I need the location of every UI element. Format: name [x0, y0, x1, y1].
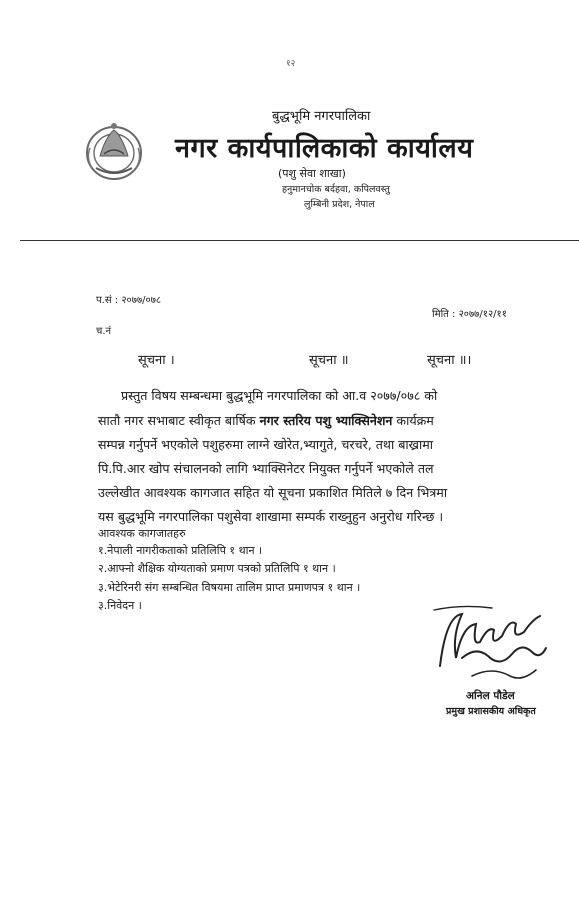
- body-text: कार्यक्रम: [392, 413, 434, 428]
- office-title: नगर कार्यपालिकाको कार्यालय: [175, 133, 474, 164]
- program-name: नगर स्तरिय पशु भ्याक्सिनेशन: [259, 413, 393, 428]
- document-item: ३.भेटेरिनरी संग सम्बन्धित विषयमा तालिम प्राप्त प्रमाणपत्र १ थान ।: [98, 581, 361, 594]
- body-line: पि.पि.आर खोप संचालनको लागि भ्याक्सिनेटर नियुक्त गर्नुपर्ने भएकोले तल: [98, 461, 434, 476]
- dispatch-number: च.नं: [96, 326, 112, 337]
- nepal-emblem-icon: [82, 118, 146, 184]
- notice-heading: सूचना ।: [138, 353, 175, 368]
- header-divider: [20, 240, 579, 241]
- municipality-name: बुद्धभूमि नगरपालिका: [272, 109, 371, 124]
- reference-number: प.सं : २०७७/०७८: [96, 295, 162, 306]
- notice-heading: सूचना ॥: [309, 353, 349, 368]
- body-line: प्रस्तुत विषय सम्बन्धमा बुद्धभूमि नगरपालिका को आ.व २०७७/०७८ को: [121, 388, 438, 403]
- body-line: [98, 412, 434, 429]
- handwritten-signature: [432, 596, 550, 686]
- body-text: सातौ नगर सभाबाट स्वीकृत बार्षिक: [98, 413, 260, 428]
- document-item: ३.निवेदन ।: [98, 599, 142, 612]
- signatory-title: प्रमुख प्रशासकीय अधिकृत: [446, 706, 536, 717]
- notice-heading: सूचना ॥।: [427, 353, 472, 368]
- body-line: उल्लेखीत आवश्यक कागजात सहित यो सूचना प्रकाशित मितिले ७ दिन भित्रमा: [98, 485, 448, 500]
- document-item: १.नेपाली नागरीकताको प्रतिलिपि १ थान ।: [98, 544, 263, 557]
- body-line: यस बुद्धभूमि नगरपालिका पशुसेवा शाखामा सम्पर्क राख्नुहुन अनुरोध गरिन्छ ।: [98, 509, 444, 524]
- branch-name: (पशु सेवा शाखा): [278, 167, 346, 180]
- letter-date: मिति : २०७७/१२/११: [432, 309, 507, 320]
- office-address: हनुमानचोक बर्दहवा, कपिलवस्तु: [282, 184, 390, 195]
- body-line: सम्पन्न गर्नुपर्ने भएकोले पशुहरुमा लाग्ने खोरेत,भ्यागुते, चरचरे, तथा बाख्रामा: [98, 437, 434, 452]
- province-name: लुम्बिनी प्रदेश, नेपाल: [304, 199, 375, 210]
- document-item: २.आफ्नो शैक्षिक योग्यताको प्रमाण पत्रको प्रतिलिपि १ थान ।: [98, 562, 336, 575]
- documents-heading: आवश्यक कागजातहरु: [98, 527, 186, 540]
- signatory-name: अनिल पौडेल: [466, 690, 515, 702]
- page-mark: १२: [286, 59, 296, 69]
